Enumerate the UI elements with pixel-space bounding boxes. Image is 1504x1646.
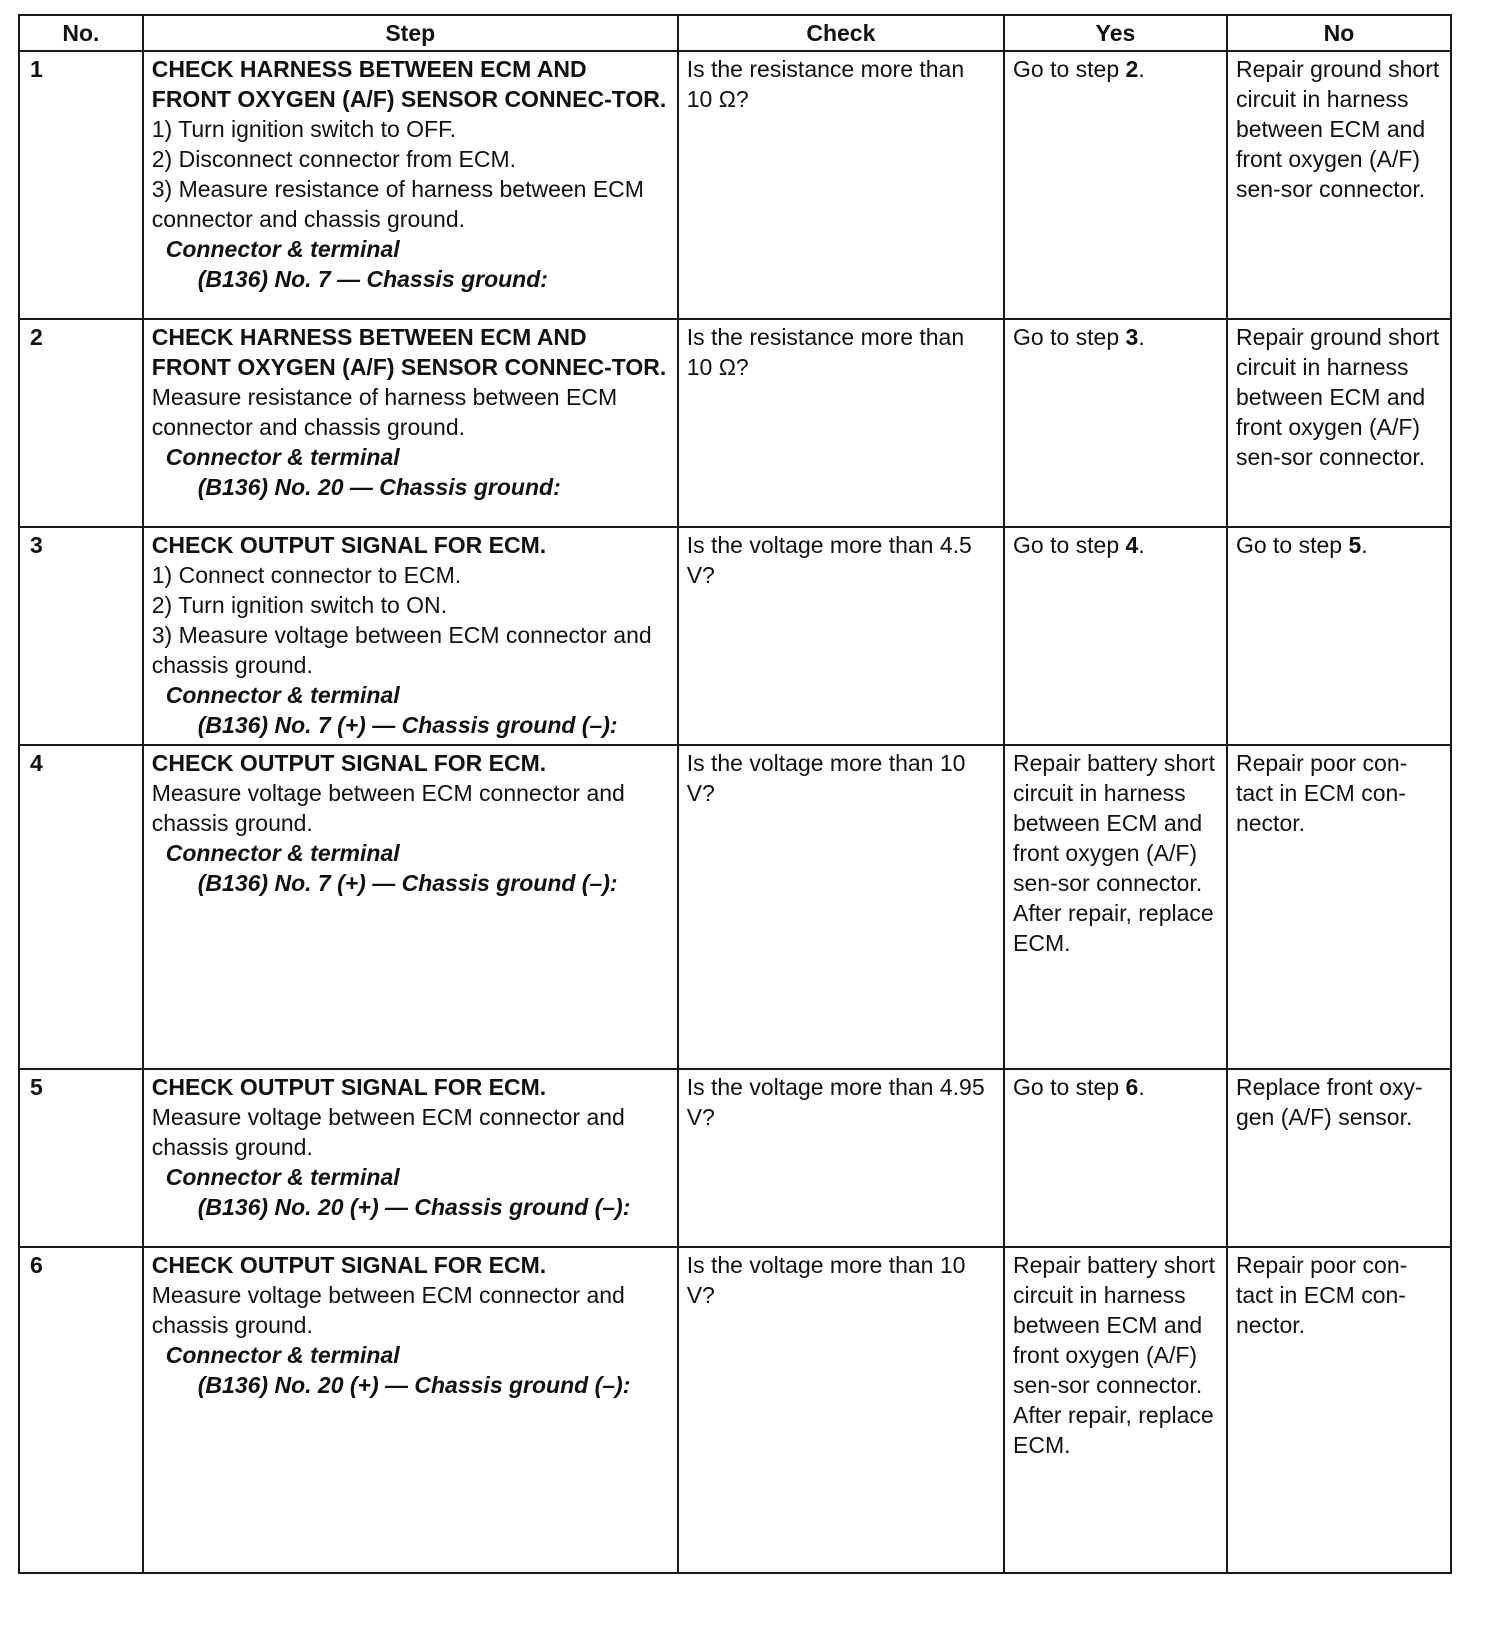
header-step: Step xyxy=(143,15,678,51)
connector-terminal: (B136) No. 20 (+) — Chassis ground (–): xyxy=(197,1194,631,1220)
yes-suffix: . xyxy=(1138,56,1145,82)
connector-terminal: (B136) No. 7 (+) — Chassis ground (–): xyxy=(197,712,618,738)
step-instruction: Measure voltage between ECM connector and chassis ground. xyxy=(151,1282,625,1338)
header-yes: Yes xyxy=(1004,15,1227,51)
no-cell xyxy=(1227,745,1451,1069)
yes-text: Go to step xyxy=(1013,324,1126,350)
yes-text: Repair battery short circuit in harness between ECM and front oxygen (A/F) sen-sor connector. After repair, replace ECM. xyxy=(1013,750,1215,956)
no-text: Repair ground short circuit in harness between ECM and front oxygen (A/F) sen-sor connector. xyxy=(1235,56,1440,202)
no-text: Repair ground short circuit in harness between ECM and front oxygen (A/F) sen-sor connector. xyxy=(1235,324,1440,470)
step-title: CHECK OUTPUT SIGNAL FOR ECM. xyxy=(151,1252,547,1278)
yes-step-number: 6 xyxy=(1125,1074,1139,1100)
connector-terminal: (B136) No. 20 — Chassis ground: xyxy=(197,474,561,500)
connector-terminal: (B136) No. 20 (+) — Chassis ground (–): xyxy=(197,1372,631,1398)
step-title: CHECK HARNESS BETWEEN ECM AND FRONT OXYGEN (A/F) SENSOR CONNEC-TOR. xyxy=(151,324,667,380)
step-title: CHECK OUTPUT SIGNAL FOR ECM. xyxy=(151,532,547,558)
step-cell xyxy=(143,1069,678,1247)
header-check: Check xyxy=(678,15,1004,51)
yes-step-number: 4 xyxy=(1125,532,1139,558)
no-cell xyxy=(1227,1247,1451,1573)
yes-step-number: 3 xyxy=(1125,324,1139,350)
step-instruction: Measure voltage between ECM connector and chassis ground. xyxy=(151,780,625,836)
yes-step-number: 2 xyxy=(1125,56,1139,82)
connector-label: Connector & terminal xyxy=(165,840,400,866)
step-instruction: 2) Turn ignition switch to ON. xyxy=(151,592,448,618)
step-cell xyxy=(143,319,678,527)
step-instruction: Measure resistance of harness between ECM connector and chassis ground. xyxy=(151,384,618,440)
no-suffix: . xyxy=(1361,532,1368,558)
no-step-number: 5 xyxy=(1348,532,1362,558)
yes-cell xyxy=(1004,527,1227,745)
no-text: Repair poor con-tact in ECM con-nector. xyxy=(1235,750,1408,836)
no-text: Repair poor con-tact in ECM con-nector. xyxy=(1235,1252,1408,1338)
check-cell: Is the voltage more than 10 V? xyxy=(678,745,1004,1069)
connector-terminal: (B136) No. 7 (+) — Chassis ground (–): xyxy=(197,870,618,896)
connector-terminal: (B136) No. 7 — Chassis ground: xyxy=(197,266,548,292)
connector-label: Connector & terminal xyxy=(165,1164,400,1190)
step-number: 3 xyxy=(19,527,143,745)
header-row xyxy=(19,15,1451,51)
yes-suffix: . xyxy=(1138,324,1145,350)
check-cell: Is the voltage more than 4.95 V? xyxy=(678,1069,1004,1247)
yes-suffix: . xyxy=(1138,1074,1145,1100)
no-cell xyxy=(1227,51,1451,319)
no-cell xyxy=(1227,1069,1451,1247)
yes-text: Repair battery short circuit in harness between ECM and front oxygen (A/F) sen-sor connector. After repair, replace ECM. xyxy=(1013,1252,1215,1458)
diagnosis-table xyxy=(18,14,1452,1574)
check-cell: Is the resistance more than 10 Ω? xyxy=(678,319,1004,527)
table-row xyxy=(19,527,1451,745)
yes-suffix: . xyxy=(1138,532,1145,558)
yes-text: Go to step xyxy=(1013,1074,1126,1100)
connector-label: Connector & terminal xyxy=(165,1342,400,1368)
no-cell xyxy=(1227,319,1451,527)
table-row xyxy=(19,1069,1451,1247)
step-number: 4 xyxy=(19,745,143,1069)
yes-cell xyxy=(1004,1069,1227,1247)
yes-cell xyxy=(1004,51,1227,319)
step-instruction: 1) Turn ignition switch to OFF. xyxy=(151,116,456,142)
header-no: No. xyxy=(19,15,143,51)
yes-cell xyxy=(1004,1247,1227,1573)
step-number: 2 xyxy=(19,319,143,527)
check-cell: Is the voltage more than 4.5 V? xyxy=(678,527,1004,745)
step-cell xyxy=(143,1247,678,1573)
table-row xyxy=(19,745,1451,1069)
step-cell xyxy=(143,51,678,319)
step-title: CHECK HARNESS BETWEEN ECM AND FRONT OXYGEN (A/F) SENSOR CONNEC-TOR. xyxy=(151,56,667,112)
step-number: 6 xyxy=(19,1247,143,1573)
step-instruction: 2) Disconnect connector from ECM. xyxy=(151,146,517,172)
no-cell xyxy=(1227,527,1451,745)
step-instruction: 3) Measure voltage between ECM connector and chassis ground. xyxy=(151,622,652,678)
step-number: 5 xyxy=(19,1069,143,1247)
step-title: CHECK OUTPUT SIGNAL FOR ECM. xyxy=(151,1074,547,1100)
step-number: 1 xyxy=(19,51,143,319)
yes-cell xyxy=(1004,745,1227,1069)
step-cell xyxy=(143,527,678,745)
step-cell xyxy=(143,745,678,1069)
step-instruction: 3) Measure resistance of harness between ECM connector and chassis ground. xyxy=(151,176,644,232)
yes-cell xyxy=(1004,319,1227,527)
check-cell: Is the voltage more than 10 V? xyxy=(678,1247,1004,1573)
table-row xyxy=(19,1247,1451,1573)
connector-label: Connector & terminal xyxy=(165,236,400,262)
connector-label: Connector & terminal xyxy=(165,444,400,470)
table-row xyxy=(19,319,1451,527)
yes-text: Go to step xyxy=(1013,56,1126,82)
no-text: Go to step xyxy=(1235,532,1349,558)
header-no-result: No xyxy=(1227,15,1451,51)
connector-label: Connector & terminal xyxy=(165,682,400,708)
check-cell: Is the resistance more than 10 Ω? xyxy=(678,51,1004,319)
step-instruction: Measure voltage between ECM connector and chassis ground. xyxy=(151,1104,625,1160)
step-title: CHECK OUTPUT SIGNAL FOR ECM. xyxy=(151,750,547,776)
step-instruction: 1) Connect connector to ECM. xyxy=(151,562,462,588)
table-row xyxy=(19,51,1451,319)
no-text: Replace front oxy-gen (A/F) sensor. xyxy=(1235,1074,1423,1130)
yes-text: Go to step xyxy=(1013,532,1126,558)
